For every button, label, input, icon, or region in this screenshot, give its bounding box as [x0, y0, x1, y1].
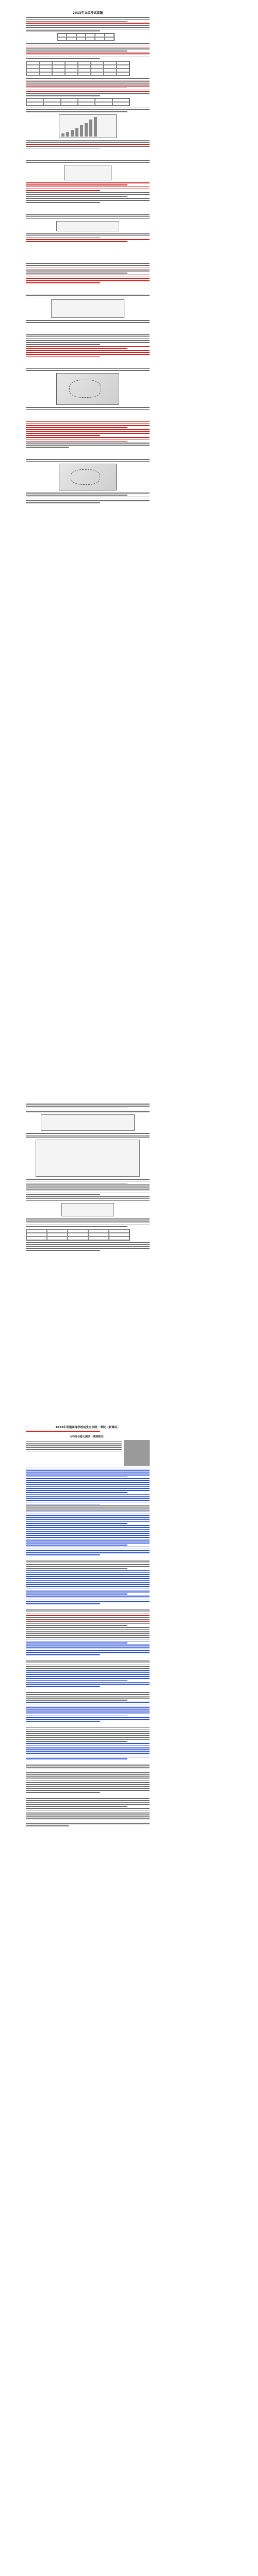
text-block-3 — [26, 78, 150, 96]
answer-block-blue-1 — [26, 1467, 150, 1504]
answer-block-1 — [26, 182, 150, 191]
column-middle — [26, 1103, 150, 1252]
figure-image-1 — [124, 1440, 150, 1466]
text-block-2 — [26, 43, 150, 59]
diagram-figure-2 — [56, 221, 119, 231]
column-top — [26, 9, 150, 504]
bar-chart-figure — [59, 114, 117, 138]
column-second-section — [26, 1422, 150, 1827]
text-block-1 — [26, 17, 150, 31]
map-figure-1 — [56, 373, 119, 405]
diagram-figure-5 — [36, 1140, 140, 1177]
data-table-3 — [26, 98, 130, 106]
data-table-2 — [26, 61, 130, 76]
diagram-figure-6 — [61, 1203, 114, 1216]
map-figure-2 — [59, 464, 117, 490]
diagram-figure-3 — [51, 299, 124, 318]
data-table-1 — [57, 33, 115, 41]
section-title: 2013年普通高等学校招生全国统一考试（新课标） — [55, 1426, 120, 1429]
document-title: 2013年文综考试真题 — [72, 11, 103, 15]
section-subtitle: 文科综合能力测试（地理部分） — [69, 1435, 106, 1438]
diagram-figure-4 — [41, 1114, 135, 1131]
diagram-figure-1 — [64, 165, 111, 180]
data-table-4 — [26, 1229, 130, 1241]
